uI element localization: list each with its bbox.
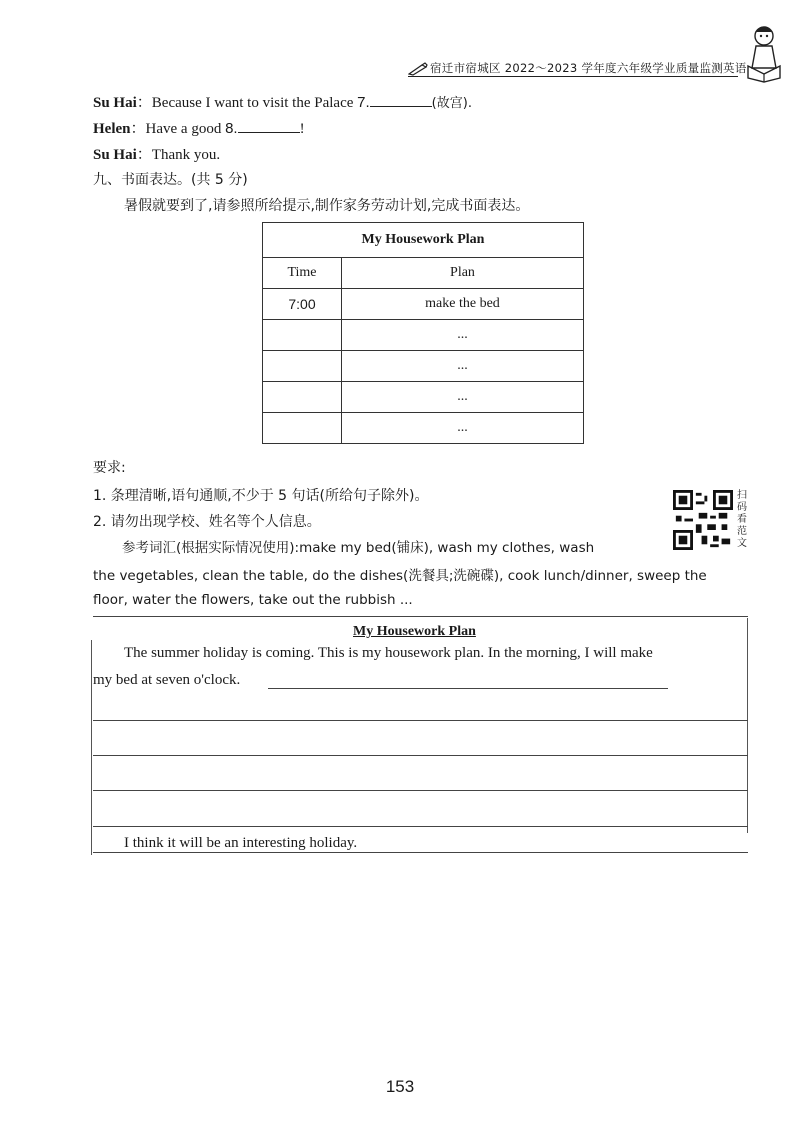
time-cell[interactable]: [263, 382, 342, 413]
dialogue-text: Because I want to visit the Palace: [151, 95, 354, 111]
page-header: 宿迁市宿城区 2022～2023 学年度六年级学业质量监测英语: [430, 61, 747, 75]
writing-line[interactable]: [93, 755, 748, 756]
qr-label: 扫码看范文: [737, 490, 747, 549]
dialogue-text: Thank you.: [151, 147, 221, 163]
plan-cell: make the bed: [342, 289, 584, 320]
pen-icon: [408, 62, 428, 76]
speaker-name: Su Hai: [93, 147, 137, 163]
answer-blank-8[interactable]: [238, 118, 300, 133]
plan-cell[interactable]: ...: [342, 351, 584, 382]
table-title: My Housework Plan: [263, 223, 584, 258]
header-rule: [408, 76, 738, 77]
table-row: [263, 289, 584, 320]
writing-intro: The summer holiday is coming. This is my housework plan. In the morning, I will make: [124, 645, 653, 661]
column-header-time: Time: [263, 258, 342, 289]
table-row: [263, 351, 584, 382]
time-cell[interactable]: [263, 351, 342, 382]
dialogue-line-final: Su Hai：Thank you.: [93, 145, 221, 163]
dialogue-line-8: Helen：Have a good 8. !: [93, 119, 305, 137]
dialogue-line-7: Su Hai：Because I want to visit the Palace 7. (故宫).: [93, 93, 472, 111]
writing-line[interactable]: [93, 826, 748, 827]
speaker-name: Helen: [93, 121, 131, 137]
qr-code-icon[interactable]: [673, 490, 733, 550]
speaker-name: Su Hai: [93, 95, 137, 111]
writing-top-rule: [93, 616, 748, 617]
writing-title: My Housework Plan: [353, 624, 476, 639]
section-instruction: 暑假就要到了,请参照所给提示,制作家务劳动计划,完成书面表达。: [124, 198, 530, 214]
section-heading: 九、书面表达。(共 5 分): [93, 172, 248, 188]
plan-cell[interactable]: ...: [342, 413, 584, 444]
time-cell[interactable]: [263, 320, 342, 351]
table-row: [263, 320, 584, 351]
writing-closing: I think it will be an interesting holiday.: [124, 835, 358, 851]
writing-intro: my bed at seven o'clock.: [93, 672, 241, 688]
mascot-reader-icon: [742, 22, 786, 84]
requirements-label: 要求:: [93, 460, 126, 476]
vocab-line: floor, water the flowers, take out the rubbish ...: [93, 592, 413, 608]
vocab-line: the vegetables, clean the table, do the dishes(洗餐具;洗碗碟), cook lunch/dinner, sweep the: [93, 568, 707, 584]
page-number: 153: [385, 1077, 415, 1096]
vocab-line: 参考词汇(根据实际情况使用):make my bed(铺床), wash my clothes, wash: [122, 540, 595, 556]
writing-line[interactable]: [93, 790, 748, 791]
time-cell: 7:00: [263, 289, 342, 320]
requirement-item: 2. 请勿出现学校、姓名等个人信息。: [93, 514, 321, 530]
column-header-plan: Plan: [342, 258, 584, 289]
blank-number: 7.: [357, 94, 370, 111]
writing-bottom-rule: [93, 852, 748, 853]
requirement-item: 1. 条理清晰,语句通顺,不少于 5 句话(所给句子除外)。: [93, 488, 429, 504]
plan-cell[interactable]: ...: [342, 320, 584, 351]
blank-number: 8.: [225, 120, 238, 137]
table-row: [263, 382, 584, 413]
writing-box-border: [747, 618, 748, 833]
table-row: [263, 413, 584, 444]
writing-line[interactable]: [268, 688, 668, 689]
writing-line[interactable]: [93, 720, 748, 721]
answer-blank-7[interactable]: [370, 92, 432, 107]
plan-cell[interactable]: ...: [342, 382, 584, 413]
writing-box-border: [91, 640, 92, 855]
time-cell[interactable]: [263, 413, 342, 444]
dialogue-text: Have a good: [145, 121, 222, 137]
housework-plan-table: [262, 222, 584, 444]
